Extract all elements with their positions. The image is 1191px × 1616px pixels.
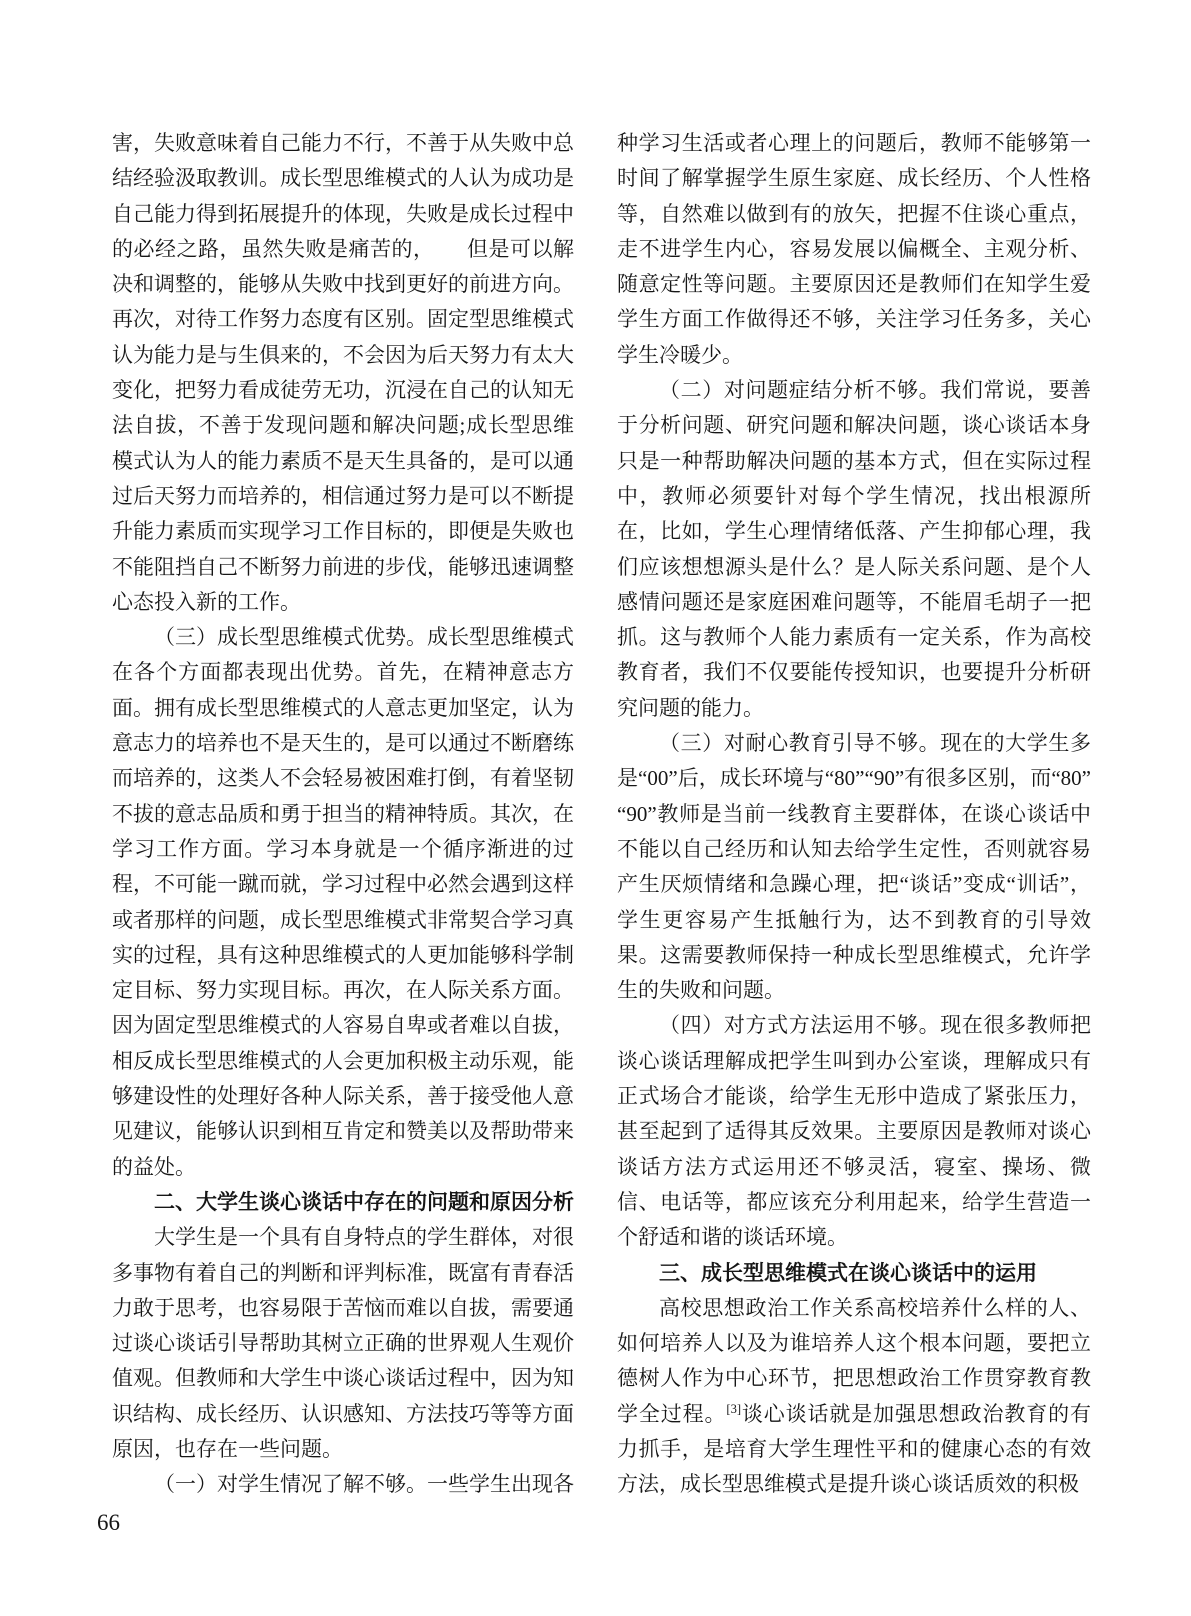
paragraph-text: 高校思想政治工作关系高校培养什么样的人、如何培养人以及为谁培养人这个根本问题，要把立德树人作为中心环节，把思想政治工作贯穿教育教学全过程。 bbox=[617, 1295, 1091, 1426]
paragraph: 种学习生活或者心理上的问题后，教师不能够第一时间了解掌握学生原生家庭、成长经历、个人性格等，自然难以做到有的放矢，把握不住谈心重点，走不进学生内心，容易发展以偏概全、主观分析、随意定性等问题。主要原因还是教师们在知学生爱学生方面工作做得还不够，关注学习任务多，关心学生冷暖少。 bbox=[617, 131, 1091, 367]
citation-ref: [3] bbox=[726, 1401, 742, 1416]
section-heading-3: 三、成长型思维模式在谈心谈话中的运用 bbox=[659, 1261, 1037, 1285]
paragraph: 害，失败意味着自己能力不行，不善于从失败中总结经验汲取教训。成长型思维模式的人认为成功是自己能力得到拓展提升的体现，失败是成长过程中的必经之路，虽然失败是痛苦的， 但是可以解决和调整的，能够从失败中找到更好的前进方向。再次，对待工作努力态度有区别。固定型思维模式认为能力是与生俱来的，不会因为后天努力有太大变化，把努力看成徒劳无功，沉浸在自己的认知无法自拔，不善于发现问题和解决问题;成长型思维模式认为人的能力素质不是天生具备的，是可以通过后天努力而培养的，相信通过努力是可以不断提升能力素质而实现学习工作目标的，即便是失败也不能阻挡自己不断努力前进的步伐，能够迅速调整心态投入新的工作。 bbox=[112, 131, 574, 614]
paragraph: （一）对学生情况了解不够。一些学生出现各 bbox=[154, 1472, 574, 1497]
paragraph bbox=[617, 1291, 1091, 1503]
paragraph-text: 谈心谈话就是加强思想政治教育的有力抓手，是培育大学生理性平和的健康心态的有效方法，成长型思维模式是提升谈心谈话质效的积极 bbox=[617, 1401, 1092, 1497]
paragraph: 大学生是一个具有自身特点的学生群体，对很多事物有着自己的判断和评判标准，既富有青春活力敢于思考，也容易限于苦恼而难以自拔，需要通过谈心谈话引导帮助其树立正确的世界观人生观价值观。但教师和大学生中谈心谈话过程中，因为知识结构、成长经历、认识感知、方法技巧等等方面原因，也存在一些问题。 bbox=[112, 1225, 574, 1461]
right-column bbox=[617, 126, 1091, 1503]
paragraph: （四）对方式方法运用不够。现在很多教师把谈心谈话理解成把学生叫到办公室谈，理解成只有正式场合才能谈，给学生无形中造成了紧张压力，甚至起到了适得其反效果。主要原因是教师对谈心谈话方法方式运用还不够灵活，寝室、操场、微信、电话等，都应该充分利用起来，给学生营造一个舒适和谐的谈话环境。 bbox=[617, 1013, 1091, 1250]
paragraph: （三）对耐心教育引导不够。现在的大学生多是“00”后，成长环境与“80”“90”有很多区别，而“80”“90”教师是当前一线教育主要群体，在谈心谈话中不能以自己经历和认知去给学生定性，否则就容易产生厌烦情绪和急躁心理，把“谈话”变成“训话”，学生更容易产生抵触行为，达不到教育的引导效果。这需要教师保持一种成长型思维模式，允许学生的失败和问题。 bbox=[617, 731, 1091, 1003]
paragraph: （三）成长型思维模式优势。成长型思维模式在各个方面都表现出优势。首先，在精神意志方面。拥有成长型思维模式的人意志更加坚定，认为意志力的培养也不是天生的，是可以通过不断磨练而培养的，这类人不会轻易被困难打倒，有着坚韧不拔的意志品质和勇于担当的精神特质。其次，在学习工作方面。学习本身就是一个循序渐进的过程，不可能一蹴而就，学习过程中必然会遇到这样或者那样的问题，成长型思维模式非常契合学习真实的过程，具有这种思维模式的人更加能够科学制定目标、努力实现目标。再次，在人际关系方面。因为固定型思维模式的人容易自卑或者难以自拔，相反成长型思维模式的人会更加积极主动乐观，能够建设性的处理好各种人际关系，善于接受他人意见建议，能够认识到相互肯定和赞美以及帮助带来的益处。 bbox=[112, 625, 574, 1179]
paragraph: （二）对问题症结分析不够。我们常说，要善于分析问题、研究问题和解决问题，谈心谈话本身只是一种帮助解决问题的基本方式，但在实际过程中，教师必须要针对每个学生情况，找出根源所在，比如，学生心理情绪低落、产生抑郁心理，我们应该想想源头是什么？是人际关系问题、是个人感情问题还是家庭困难问题等，不能眉毛胡子一把抓。这与教师个人能力素质有一定关系，作为高校教育者，我们不仅要能传授知识，也要提升分析研究问题的能力。 bbox=[617, 378, 1091, 720]
page-number: 66 bbox=[97, 1510, 120, 1535]
section-heading-2: 二、大学生谈心谈话中存在的问题和原因分析 bbox=[154, 1190, 574, 1214]
left-column bbox=[112, 126, 574, 1503]
